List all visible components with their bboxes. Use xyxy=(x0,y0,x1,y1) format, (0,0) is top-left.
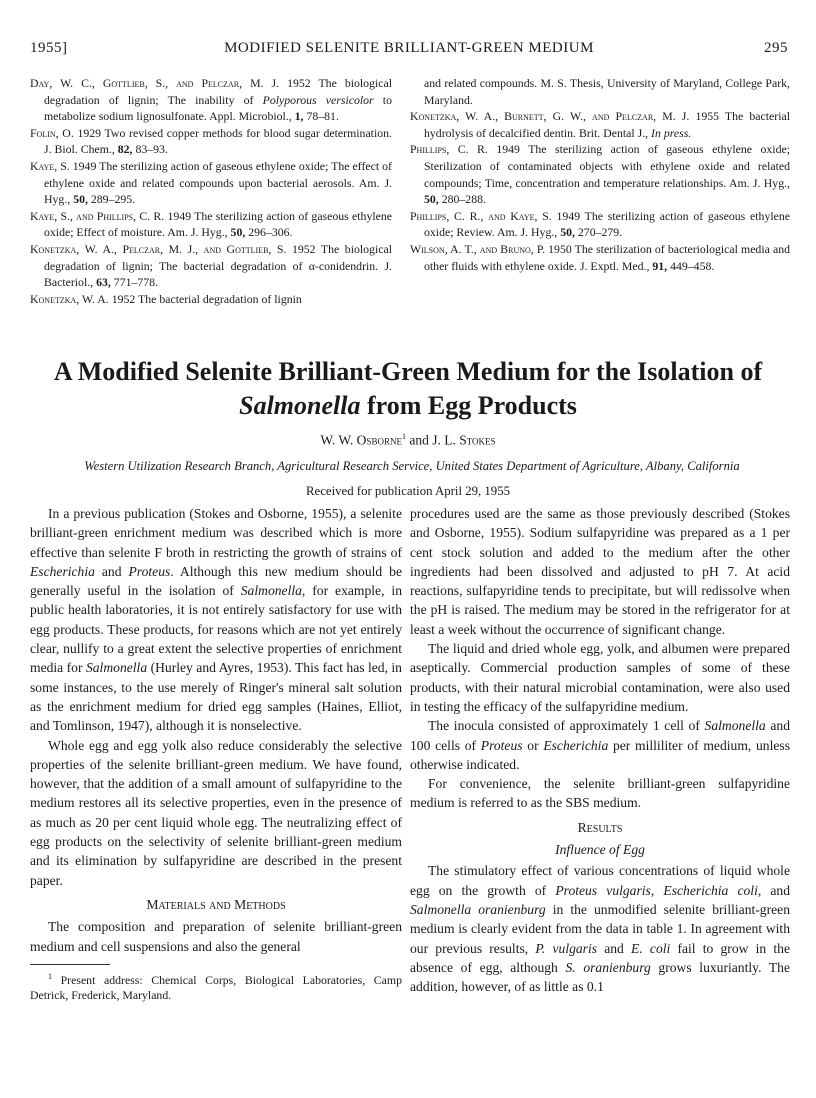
paragraph: The stimulatory effect of various concentrations of liquid whole egg on the growth of Proteus vulgaris, Escherichia coli, and Salmonella oranienburg in the unmodified selenite brilliant-green medium is clearly evident from the data in table 1. In agreement with our previous results, P. vulgaris and E. coli fail to grow in the absence of egg, although S. oranienburg grows luxuriantly. The addition, however, of as little as 0.1 xyxy=(410,863,791,995)
paragraph: In a previous publication (Stokes and Osborne, 1955), a selenite brilliant-green enrichment medium was described which is more effective than selenite F broth in restricting the growth of strains of Escherichia and Proteus. Although this new medium should be generally useful in the isolation of Salmonella, for example, in public health laboratories, it is not entirely satisfactory for use with egg products. These products, for reasons which are not yet entirely clear, nullify to a great extent the selective properties of enrichment media for Salmonella (Hurley and Ayres, 1953). This fact has led, in some instances, to the use merely of Ringer's mineral salt solution as the enrichment medium for dried egg samples (Haines, Elliot, and Tomlinson, 1947), although it is nonselective. xyxy=(30,506,402,734)
header-running-title: MODIFIED SELENITE BRILLIANT-GREEN MEDIUM xyxy=(224,40,594,56)
article-title: A Modified Selenite Brilliant-Green Medium for the Isolation of Salmonella from Egg Products xyxy=(53,357,763,420)
reference-entry: Wilson, A. T., and Bruno, P. 1950 The sterilization of bacteriological media and other fluids with ethylene oxide. J. Exptl. Med., 91, 449–458. xyxy=(410,241,790,273)
reference-entry: Folin, O. 1929 Two revised copper methods for blood sugar determination. J. Biol. Chem., 82, 83–93. xyxy=(30,125,392,157)
author-name: W. W. Osborne xyxy=(320,432,402,448)
reference-entry: Konetzka, W. A., Pelczar, M. J., and Gottlieb, S. 1952 The biological degradation of lignin; The bacterial degradation of α-conidendrin. J. Bacteriol., 63, 771–778. xyxy=(30,241,392,290)
reference-entry: Phillips, C. R., and Kaye, S. 1949 The sterilizing action of gaseous ethylene oxide; Review. Am. J. Hyg., 50, 270–279. xyxy=(410,208,790,240)
reference-entry: Kaye, S., and Phillips, C. R. 1949 The sterilizing action of gaseous ethylene oxide; Effect of moisture. Am. J. Hyg., 50, 296–306. xyxy=(30,208,392,240)
body-left-column xyxy=(30,504,402,1003)
received-date: Received for publication April 29, 1955 xyxy=(306,484,510,498)
paragraph: The liquid and dried whole egg, yolk, and albumen were prepared aseptically. Commercial production samples of some of these products, with their natural microbial contamination, were also used in testing the efficacy of the sulfapyridine medium. xyxy=(410,641,790,714)
paragraph: Whole egg and egg yolk also reduce considerably the selective properties of the selenite brilliant-green medium. We have found, however, that the addition of a small amount of sulfapyridine to the medium restores all its selective properties, even in the presence of as much as 20 per cent liquid whole egg. The neutralizing effect of egg products on the selectivity of selenite brilliant-green medium and its elimination by sulfapyridine are described in the present paper. xyxy=(30,737,402,888)
footnote-rule xyxy=(30,964,110,965)
affiliation: Western Utilization Research Branch, Agricultural Research Service, United States Department of Agriculture, Albany, California xyxy=(84,459,740,473)
reference-entry: Konetzka, W. A. 1952 The bacterial degradation of lignin xyxy=(30,291,302,306)
paragraph: The inocula consisted of approximately 1 cell of Salmonella and 100 cells of Proteus or Escherichia per milliliter of medium, unless otherwise indicated. xyxy=(410,718,790,772)
running-header xyxy=(30,40,788,62)
references-left-column xyxy=(30,75,392,307)
author-name: J. L. Stokes xyxy=(432,432,496,448)
reference-entry: Kaye, S. 1949 The sterilizing action of gaseous ethylene oxide; The effect of ethylene oxide and related compounds upon bacterial aerosols. Am. J. Hyg., 50, 289–295. xyxy=(30,158,392,207)
paragraph: For convenience, the selenite brilliant-green sulfapyridine medium is referred to as the SBS medium. xyxy=(410,776,790,811)
paragraph: The composition and preparation of selenite brilliant-green medium and cell suspensions and also the general xyxy=(30,919,402,954)
article-authors: W. W. Osborne$^1$ and J. L. Stokes xyxy=(320,432,496,448)
body-right-column xyxy=(410,504,790,996)
footnote: $^1$ Present address: Chemical Corps, Biological Laboratories, Camp Detrick, Frederick, Maryland. xyxy=(30,971,402,1002)
footnote-mark: 1 xyxy=(401,432,406,441)
header-year: 1955] xyxy=(30,40,68,56)
reference-entry: Phillips, C. R. 1949 The sterilizing action of gaseous ethylene oxide; Sterilization of contaminated objects with ethylene oxide and related compounds; Time, concentration and temperature relationships. Am. J. Hyg., 50, 280–288. xyxy=(410,142,790,207)
section-heading: Materials and Methods xyxy=(146,896,286,912)
subsection-heading: Influence of Egg xyxy=(555,842,645,858)
paragraph: procedures used are the same as those previously described (Stokes and Osborne, 1955). Sodium sulfapyridine was prepared as a 1 per cent stock solution and added to the medium after the other ingredients had been dissolved and adjusted to pH 7. At acid reactions, sulfapyridine tends to precipitate, but will redissolve when the pH is raised. The medium may be stored in the refrigerator for at least a week without the occurrence of significant change. xyxy=(410,506,790,637)
section-heading: Results xyxy=(577,819,623,835)
references-right-column xyxy=(410,75,790,274)
reference-entry: Day, W. C., Gottlieb, S., and Pelczar, M. J. 1952 The biological degradation of lignin; The inability of Polyporous versicolor to metabolize sodium lignosulfonate. Appl. Microbiol., 1, 78–81. xyxy=(30,76,392,124)
reference-entry: Konetzka, W. A., Burnett, G. W., and Pelczar, M. J. 1955 The bacterial hydrolysis of decalcified dentin. Brit. Dental J., In press. xyxy=(410,109,790,140)
header-page-number: 295 xyxy=(764,40,788,56)
reference-continuation: and related compounds. M. S. Thesis, University of Maryland, College Park, Maryland. xyxy=(424,76,790,107)
